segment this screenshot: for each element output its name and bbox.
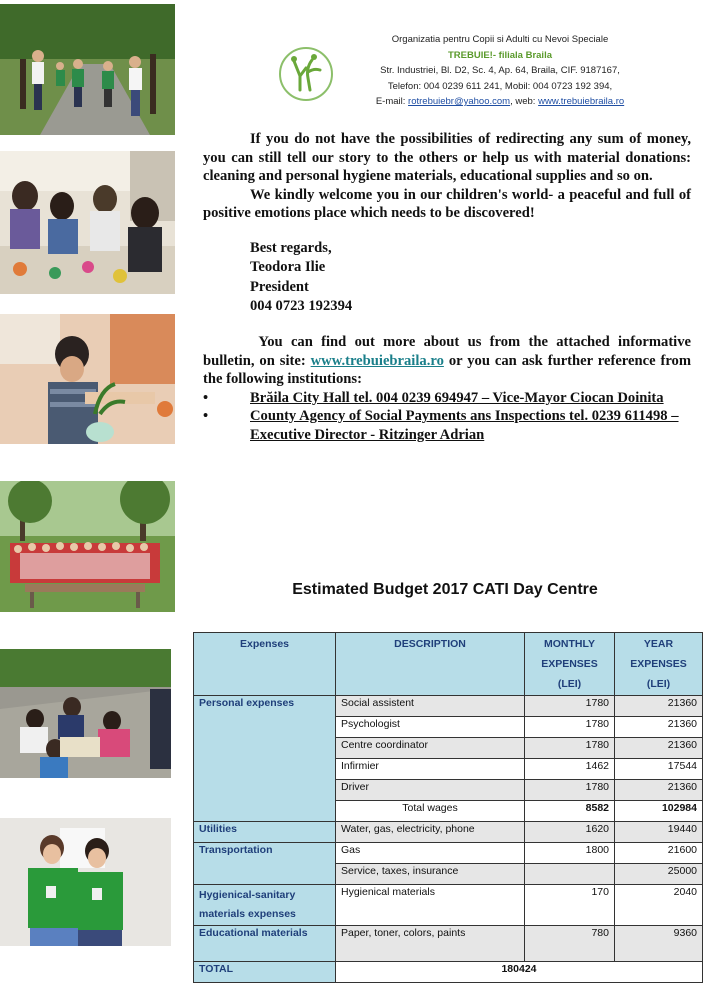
letter-body (203, 130, 691, 445)
category-personal: Personal expenses (194, 696, 336, 822)
category-educational: Educational materials (194, 926, 336, 962)
row-monthly: 1780 (525, 780, 615, 801)
more-info-text: You can find out more about us from the attached informative bulletin, on site: (203, 333, 692, 369)
header-expenses: Expenses (194, 633, 336, 696)
org-branch: - filiala Braila (492, 49, 552, 61)
closing: Best regards, (250, 239, 332, 256)
row-year: 21360 (615, 780, 703, 801)
row-year: 21360 (615, 738, 703, 759)
web-label: , web: (510, 96, 536, 107)
row-monthly: 1800 (525, 843, 615, 864)
row-year: 19440 (615, 822, 703, 843)
bullet-mark: • (203, 389, 209, 406)
row-description: Driver (336, 780, 525, 801)
email-link[interactable]: rotrebuiebr@yahoo.com (408, 96, 511, 107)
budget-title: Estimated Budget 2017 CATI Day Centre (292, 581, 598, 598)
header-year (615, 633, 703, 696)
grand-total-value: 180424 (336, 962, 703, 983)
row-monthly: 1462 (525, 759, 615, 780)
org-brand: TREBUIE! (447, 49, 493, 61)
row-monthly: 170 (525, 885, 615, 926)
row-monthly: 1780 (525, 717, 615, 738)
signer-name: Teodora Ilie (250, 259, 326, 276)
header-year-line: YEAR (643, 638, 674, 650)
total-wages-label: Total wages (336, 801, 525, 822)
reference-item (203, 389, 691, 408)
site-link[interactable]: www.trebuiebraila.ro (310, 352, 444, 369)
header-description: DESCRIPTION (336, 633, 525, 696)
row-monthly: 1780 (525, 738, 615, 759)
table-row (194, 926, 703, 962)
reference-city-hall: Brăila City Hall tel. 004 0239 694947 – Vice-Mayor Ciocan Doinita (250, 389, 664, 406)
reference-item (203, 407, 691, 444)
row-description: Service, taxes, insurance (336, 864, 525, 885)
row-year: 21360 (615, 696, 703, 717)
signer-role: President (250, 278, 309, 295)
row-year: 25000 (615, 864, 703, 885)
photo-group (0, 481, 175, 612)
header-monthly-line: (LEI) (557, 678, 582, 690)
category-hygienic: Hygienical-sanitary materials expenses (194, 885, 336, 926)
row-year: 21600 (615, 843, 703, 864)
category-transportation: Transportation (194, 843, 336, 885)
org-phone: Telefon: 004 0239 611 241, Mobil: 004 0723 192 394, (387, 80, 613, 92)
photo-planting (0, 314, 175, 444)
photo-running-park (0, 4, 175, 135)
row-description: Paper, toner, colors, paints (336, 926, 525, 962)
header-year-line: EXPENSES (630, 658, 687, 670)
org-address: Str. Industriei, Bl. D2, Sc. 4, Ap. 64, Braila, CIF. 9187167, (380, 65, 620, 76)
photo-crafts-table (0, 151, 175, 294)
row-description: Centre coordinator (336, 738, 525, 759)
row-description: Psychologist (336, 717, 525, 738)
table-row (194, 843, 703, 864)
grand-total-row (194, 962, 703, 983)
header-monthly-line: EXPENSES (541, 658, 598, 670)
row-description: Gas (336, 843, 525, 864)
total-wages-monthly: 8582 (525, 801, 615, 822)
row-year: 2040 (615, 885, 703, 926)
photo-park-painting (0, 649, 171, 778)
organization-header (340, 32, 660, 110)
bullet-mark: • (203, 408, 209, 425)
row-monthly: 1620 (525, 822, 615, 843)
website-link[interactable]: www.trebuiebraila.ro (538, 96, 625, 107)
organization-logo (278, 46, 334, 102)
header-monthly-line: MONTHLY (544, 638, 595, 650)
row-description: Hygienical materials (336, 885, 525, 926)
header-monthly (525, 633, 615, 696)
photo-two-girls (0, 818, 171, 946)
row-monthly: 780 (525, 926, 615, 962)
row-monthly: 1780 (525, 696, 615, 717)
row-year: 9360 (615, 926, 703, 962)
signer-phone: 004 0723 192394 (250, 298, 353, 315)
header-year-line: (LEI) (646, 678, 671, 690)
org-name: Organizatia pentru Copii si Adulti cu Nevoi Speciale (391, 34, 609, 45)
letter-paragraph-2: We kindly welcome you in our children's world- a peaceful and full of positive emotions place which needs to be discovered! (203, 186, 691, 222)
row-description: Infirmier (336, 759, 525, 780)
more-info-paragraph (203, 333, 691, 389)
row-description: Social assistent (336, 696, 525, 717)
grand-total-label: TOTAL (194, 962, 336, 983)
table-header-row (194, 633, 703, 696)
row-description: Water, gas, electricity, phone (336, 822, 525, 843)
row-year: 21360 (615, 717, 703, 738)
budget-table (193, 632, 703, 983)
signature-block (203, 239, 691, 317)
row-monthly (525, 864, 615, 885)
row-year: 17544 (615, 759, 703, 780)
table-row (194, 696, 703, 717)
more-info-text-after: or you can ask further reference from the following institutions: (203, 352, 692, 388)
reference-county-agency: County Agency of Social Payments ans Inspections tel. 0239 611498 – Executive Director - Ritzinger Adrian (250, 408, 679, 443)
total-wages-year: 102984 (615, 801, 703, 822)
table-row (194, 822, 703, 843)
category-utilities: Utilities (194, 822, 336, 843)
letter-paragraph-1: If you do not have the possibilities of redirecting any sum of money, you can still tell our story to the others or help us with material donations: cleaning and personal hygiene materials, educational supplies and so on. (203, 131, 691, 185)
table-row (194, 885, 703, 926)
email-label: E-mail: (375, 96, 406, 107)
